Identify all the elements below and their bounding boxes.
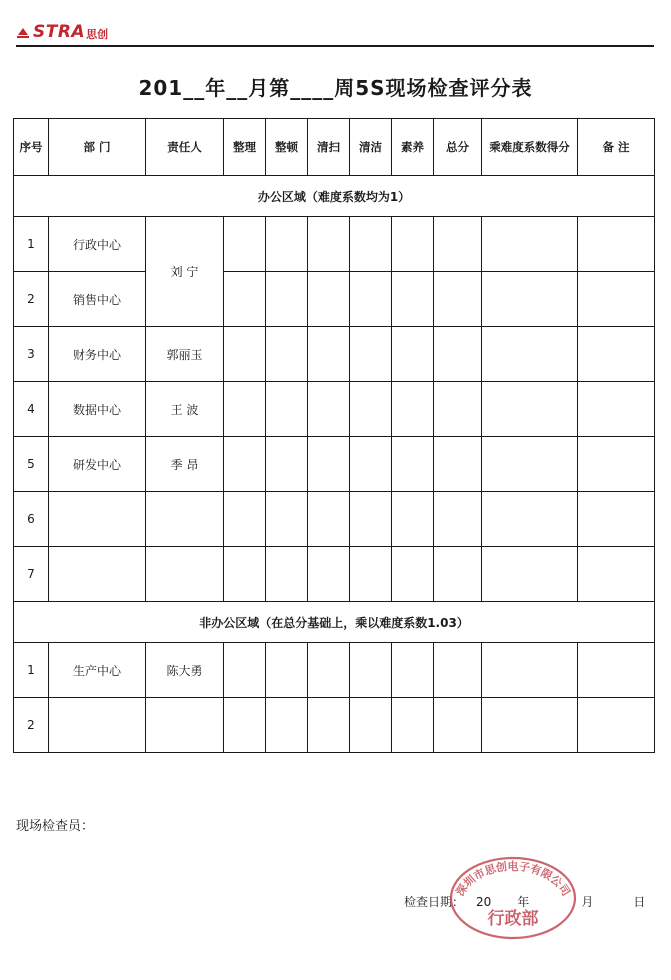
- score-cell[interactable]: [308, 382, 350, 437]
- score-cell[interactable]: [392, 272, 434, 327]
- date-year-unit: 年: [517, 895, 530, 909]
- inspector-label: 现场检查员：: [16, 819, 95, 834]
- weighted-score-cell[interactable]: [482, 547, 578, 602]
- weighted-score-cell[interactable]: [482, 327, 578, 382]
- remarks-cell[interactable]: [578, 272, 655, 327]
- remarks-cell[interactable]: [578, 327, 655, 382]
- row-index: 5: [14, 437, 49, 492]
- score-cell[interactable]: [224, 327, 266, 382]
- logo-chinese-text: 思创: [86, 27, 109, 41]
- header-sustain: 素养: [392, 119, 434, 176]
- table-row: [14, 217, 655, 272]
- score-cell[interactable]: [308, 217, 350, 272]
- owner-cell[interactable]: [146, 492, 224, 547]
- department-cell: 研发中心: [49, 437, 146, 492]
- remarks-cell[interactable]: [578, 547, 655, 602]
- header-shine: 清扫: [308, 119, 350, 176]
- score-cell[interactable]: [392, 437, 434, 492]
- department-cell: 生产中心: [49, 643, 146, 698]
- score-cell[interactable]: [392, 492, 434, 547]
- date-month-unit: 月: [581, 895, 594, 909]
- document-title: 201__年__月第____周5S现场检查评分表: [138, 76, 533, 100]
- seal-center-text: 行政部: [487, 909, 539, 929]
- row-index: 2: [14, 698, 49, 753]
- score-cell[interactable]: [308, 492, 350, 547]
- department-seal: [446, 850, 580, 940]
- header-department: 部 门: [49, 119, 146, 176]
- table-row: [14, 547, 655, 602]
- score-cell[interactable]: [392, 217, 434, 272]
- score-cell[interactable]: [350, 272, 392, 327]
- total-cell[interactable]: [434, 698, 482, 753]
- owner-cell: 郭丽玉: [146, 327, 224, 382]
- score-cell[interactable]: [224, 217, 266, 272]
- company-logo: [16, 22, 108, 42]
- table-row: [14, 382, 655, 437]
- owner-cell: 季 昂: [146, 437, 224, 492]
- table-header-row: [14, 119, 655, 176]
- total-cell[interactable]: [434, 547, 482, 602]
- owner-cell: 刘 宁: [146, 217, 224, 327]
- score-cell[interactable]: [350, 382, 392, 437]
- logo-text: STRA: [33, 22, 86, 42]
- score-cell[interactable]: [392, 327, 434, 382]
- department-cell[interactable]: [49, 547, 146, 602]
- score-cell[interactable]: [266, 217, 308, 272]
- header-rule: [16, 45, 654, 47]
- score-cell[interactable]: [266, 327, 308, 382]
- score-cell[interactable]: [224, 643, 266, 698]
- score-cell[interactable]: [350, 327, 392, 382]
- header-index: 序号: [14, 119, 49, 176]
- row-index: 6: [14, 492, 49, 547]
- score-cell[interactable]: [392, 547, 434, 602]
- department-cell[interactable]: [49, 492, 146, 547]
- date-day-unit: 日: [633, 895, 646, 909]
- score-cell[interactable]: [392, 643, 434, 698]
- total-cell[interactable]: [434, 437, 482, 492]
- table-row: [14, 437, 655, 492]
- score-cell[interactable]: [224, 698, 266, 753]
- header-total: 总分: [434, 119, 482, 176]
- department-cell: 销售中心: [49, 272, 146, 327]
- score-cell[interactable]: [224, 382, 266, 437]
- header-remarks: 备 注: [578, 119, 655, 176]
- score-cell[interactable]: [308, 437, 350, 492]
- remarks-cell[interactable]: [578, 437, 655, 492]
- score-cell[interactable]: [350, 547, 392, 602]
- total-cell[interactable]: [434, 492, 482, 547]
- score-cell[interactable]: [224, 437, 266, 492]
- score-cell[interactable]: [308, 698, 350, 753]
- weighted-score-cell[interactable]: [482, 437, 578, 492]
- score-cell[interactable]: [308, 547, 350, 602]
- date-year-prefix: 20: [476, 895, 492, 909]
- row-index: 1: [14, 217, 49, 272]
- row-index: 3: [14, 327, 49, 382]
- total-cell[interactable]: [434, 272, 482, 327]
- score-cell[interactable]: [350, 698, 392, 753]
- score-cell[interactable]: [350, 217, 392, 272]
- weighted-score-cell[interactable]: [482, 272, 578, 327]
- row-index: 1: [14, 643, 49, 698]
- score-cell[interactable]: [266, 643, 308, 698]
- weighted-score-cell[interactable]: [482, 217, 578, 272]
- table-row: [14, 643, 655, 698]
- score-cell[interactable]: [266, 382, 308, 437]
- department-cell: 数据中心: [49, 382, 146, 437]
- weighted-score-cell[interactable]: [482, 492, 578, 547]
- header-set-in-order: 整顿: [266, 119, 308, 176]
- date-label: 检查日期：: [404, 895, 465, 909]
- weighted-score-cell[interactable]: [482, 643, 578, 698]
- header-sort: 整理: [224, 119, 266, 176]
- score-cell[interactable]: [350, 643, 392, 698]
- owner-cell: 王 波: [146, 382, 224, 437]
- remarks-cell[interactable]: [578, 698, 655, 753]
- row-index: 2: [14, 272, 49, 327]
- score-cell[interactable]: [266, 547, 308, 602]
- weighted-score-cell[interactable]: [482, 382, 578, 437]
- remarks-cell[interactable]: [578, 492, 655, 547]
- logo-mark-icon: [16, 26, 30, 38]
- total-cell[interactable]: [434, 643, 482, 698]
- score-cell[interactable]: [392, 382, 434, 437]
- table-row: [14, 492, 655, 547]
- score-cell[interactable]: [308, 272, 350, 327]
- row-index: 7: [14, 547, 49, 602]
- score-cell[interactable]: [350, 492, 392, 547]
- score-cell[interactable]: [308, 643, 350, 698]
- section-row-nonoffice: [14, 602, 655, 643]
- owner-cell[interactable]: [146, 547, 224, 602]
- score-cell[interactable]: [266, 272, 308, 327]
- score-cell[interactable]: [266, 437, 308, 492]
- total-cell[interactable]: [434, 217, 482, 272]
- score-cell[interactable]: [224, 547, 266, 602]
- svg-text:深圳市思创电子有限公司: [453, 859, 573, 898]
- score-cell[interactable]: [392, 698, 434, 753]
- score-cell[interactable]: [308, 327, 350, 382]
- seal-ring-text: 深圳市思创电子有限公司: [453, 860, 573, 899]
- score-cell[interactable]: [266, 698, 308, 753]
- owner-cell[interactable]: [146, 698, 224, 753]
- score-cell[interactable]: [350, 437, 392, 492]
- remarks-cell[interactable]: [578, 643, 655, 698]
- header-weighted-score: 乘难度系数得分: [482, 119, 578, 176]
- section-label-office: 办公区域（难度系数均为1）: [14, 176, 655, 217]
- score-table: [13, 118, 655, 753]
- header-standardize: 清洁: [350, 119, 392, 176]
- remarks-cell[interactable]: [578, 217, 655, 272]
- section-row-office: [14, 176, 655, 217]
- score-cell[interactable]: [224, 492, 266, 547]
- row-index: 4: [14, 382, 49, 437]
- table-row: [14, 327, 655, 382]
- table-row: [14, 698, 655, 753]
- header-owner: 责任人: [146, 119, 224, 176]
- score-cell[interactable]: [224, 272, 266, 327]
- department-cell: 财务中心: [49, 327, 146, 382]
- weighted-score-cell[interactable]: [482, 698, 578, 753]
- owner-cell: 陈大勇: [146, 643, 224, 698]
- remarks-cell[interactable]: [578, 382, 655, 437]
- table-row: [14, 272, 655, 327]
- department-cell[interactable]: [49, 698, 146, 753]
- score-cell[interactable]: [266, 492, 308, 547]
- section-label-nonoffice: 非办公区域（在总分基础上，乘以难度系数1.03）: [14, 602, 655, 643]
- department-cell: 行政中心: [49, 217, 146, 272]
- total-cell[interactable]: [434, 327, 482, 382]
- total-cell[interactable]: [434, 382, 482, 437]
